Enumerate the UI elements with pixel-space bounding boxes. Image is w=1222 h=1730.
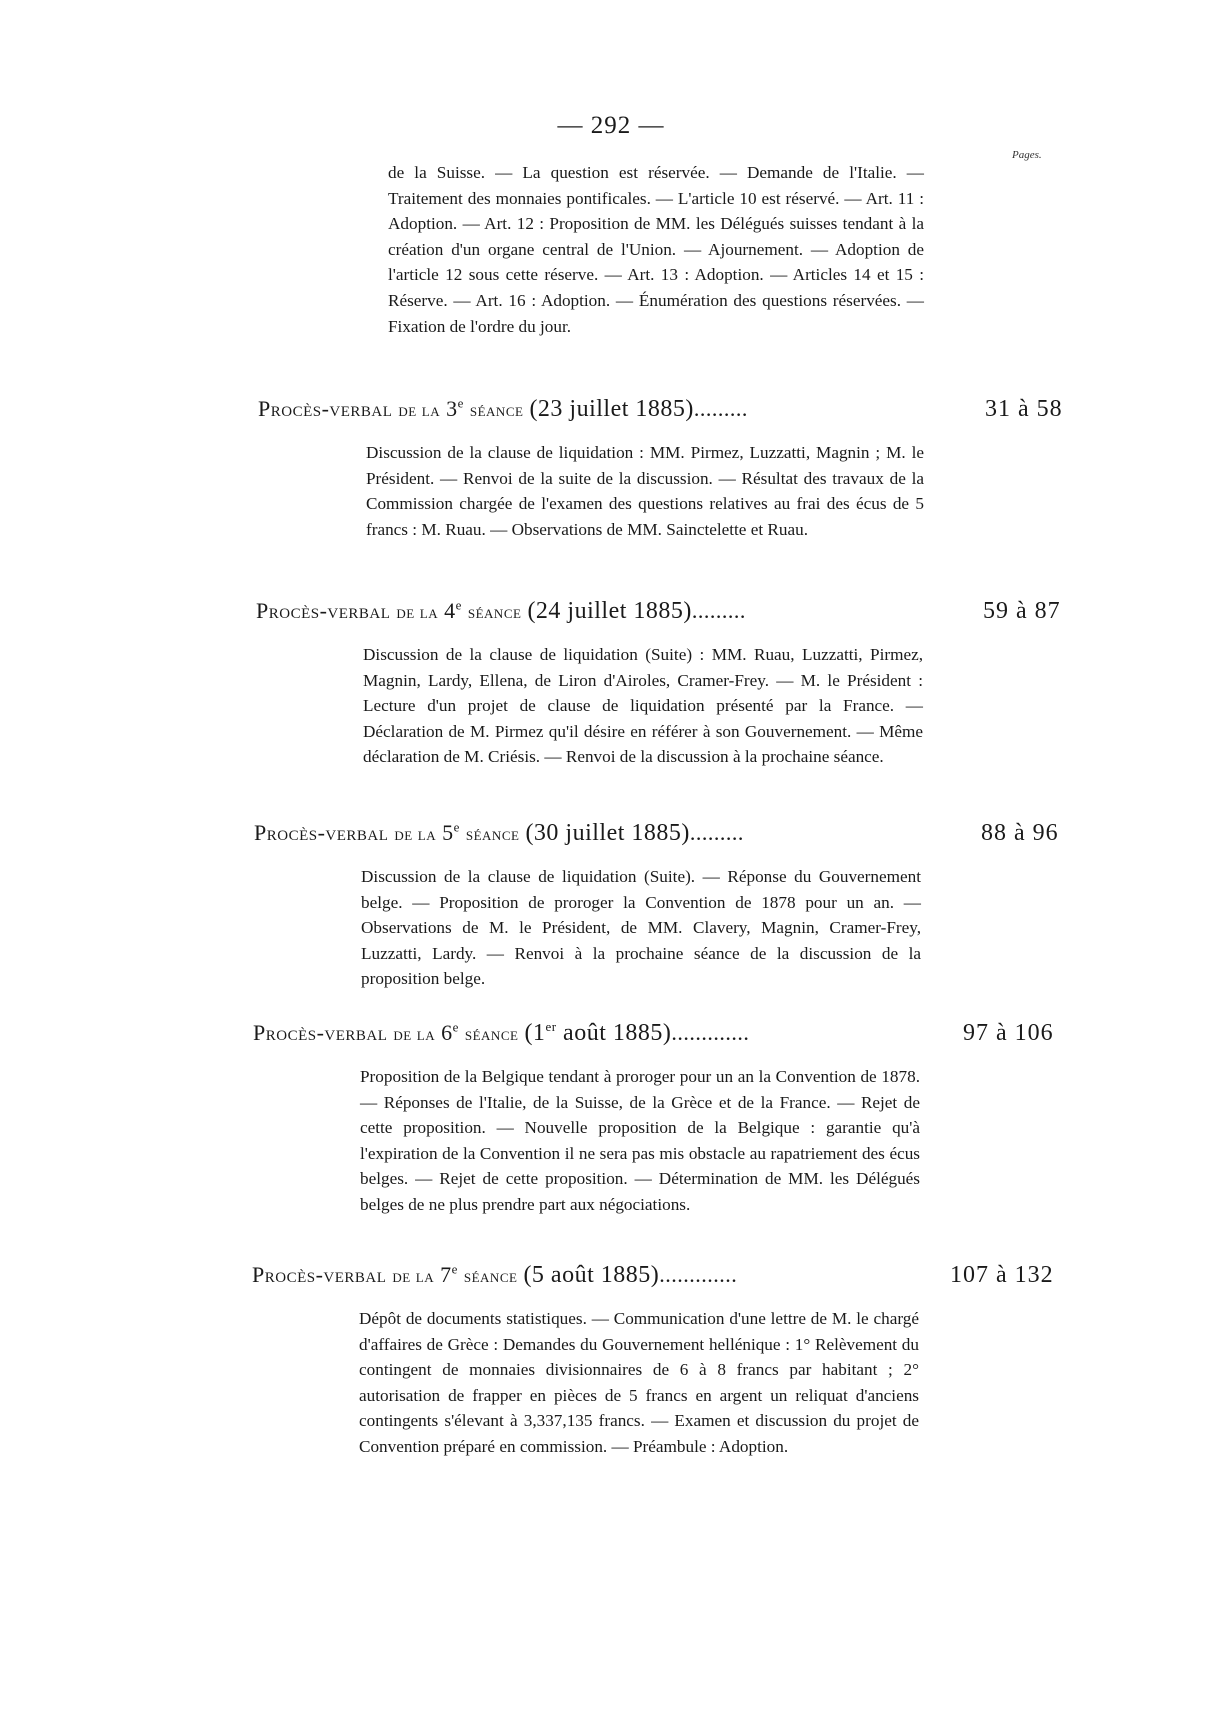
entry-summary: Discussion de la clause de liquidation (Suite) : MM. Ruau, Luzzatti, Pirmez, Magnin, Lardy, Ellena, de Liron d'Airoles, Cramer-Frey. — M. le Président : Lecture d'un projet de clause de liquidation présenté par la France. — Déclaration de M. Pirmez qu'il désire en référer à son Gouvernement. — Même déclaration de M. Criésis. — Renvoi de la discussion à la prochaine séance. bbox=[363, 645, 923, 767]
entry-dot-leader: ......... bbox=[689, 820, 744, 845]
entry-de-la: de la bbox=[392, 1266, 435, 1286]
entry-heading bbox=[0, 1020, 1222, 1060]
entry-title bbox=[254, 820, 744, 847]
entry-title bbox=[258, 396, 748, 423]
entry-label: Procès-verbal bbox=[258, 396, 393, 421]
entry-date: (23 juillet 1885) bbox=[529, 396, 694, 422]
entry-dot-leader: ......... bbox=[691, 598, 746, 623]
entry-seance-ordinal: e bbox=[453, 819, 460, 835]
entry-seance-ordinal: e bbox=[452, 1019, 459, 1035]
entry-title bbox=[256, 598, 746, 625]
entry-date: (30 juillet 1885) bbox=[525, 820, 690, 846]
entry-summary: Dépôt de documents statistiques. — Communication d'une lettre de M. le chargé d'affaires de Grèce : Demandes du Gouvernement hellénique : 1° Relèvement du contingent de monnaies divisionnaires de 6 à 8 francs par habitant ; 2° autorisation de frapper en pièces de 5 francs en argent un reliquat d'anciens contingents s'élevant à 3,337,135 francs. — Examen et discussion du projet de Convention préparé en commission. — Préambule : Adoption. bbox=[359, 1309, 919, 1456]
entry-summary: Proposition de la Belgique tendant à proroger pour un an la Convention de 1878. — Réponses de l'Italie, de la Suisse, de la Grèce et de la France. — Rejet de cette proposition. — Nouvelle proposition de la Belgique : garantie qu'à l'expiration de la Convention il ne sera pas mis obstacle au rapatriement des écus belges. — Rejet de cette proposition. — Détermination de MM. les Délégués belges de ne plus prendre part aux négociations. bbox=[360, 1067, 920, 1214]
entry-heading bbox=[0, 396, 1222, 436]
entry-de-la: de la bbox=[394, 824, 437, 844]
entry-date: (1er août 1885) bbox=[524, 1019, 672, 1046]
entry-label: Procès-verbal bbox=[252, 1262, 387, 1287]
entry-seance-number: 7 bbox=[440, 1262, 452, 1287]
entry-page-range: 97 à 106 bbox=[963, 1020, 1054, 1046]
entry-seance-word: séance bbox=[467, 602, 522, 622]
entry-seance-number: 6 bbox=[441, 1020, 453, 1045]
entry-seance-ordinal: e bbox=[455, 597, 462, 613]
entry-de-la: de la bbox=[398, 400, 441, 420]
entry-seance-word: séance bbox=[469, 400, 524, 420]
entry-page-range: 31 à 58 bbox=[985, 396, 1063, 422]
entry-dot-leader: ............. bbox=[659, 1262, 738, 1287]
entry-de-la: de la bbox=[393, 1024, 436, 1044]
entry-seance-word: séance bbox=[463, 1266, 518, 1286]
entry-title bbox=[253, 1020, 749, 1047]
entry-summary: Discussion de la clause de liquidation (Suite). — Réponse du Gouvernement belge. — Proposition de proroger la Convention de 1878 pour un an. — Observations de M. le Président, de MM. Clavery, Magnin, Cramer-Frey, Luzzatti, Lardy. — Renvoi à la prochaine séance de la discussion de la proposition belge. bbox=[361, 867, 921, 989]
entry-seance-number: 5 bbox=[442, 820, 454, 845]
entry-seance-word: séance bbox=[464, 1024, 519, 1044]
entry-seance-number: 3 bbox=[446, 396, 458, 421]
entry-date: (5 août 1885) bbox=[523, 1262, 660, 1288]
page-number: — 292 — bbox=[557, 112, 665, 139]
continued-summary: de la Suisse. — La question est réservée. — Demande de l'Italie. — Traitement des monnaies pontificales. — L'article 10 est réservé. — Art. 11 : Adoption. — Art. 12 : Proposition de MM. les Délégués suisses tendant à la création d'un organe central de l'Union. — Ajournement. — Adoption de l'article 12 sous cette réserve. — Art. 13 : Adoption. — Articles 14 et 15 : Réserve. — Art. 16 : Adoption. — Énumération des questions réservées. — Fixation de l'ordre du jour. bbox=[388, 163, 924, 336]
entry-dot-leader: ............. bbox=[671, 1020, 750, 1045]
entry-heading bbox=[0, 598, 1222, 638]
pages-column-label: Pages. bbox=[1012, 149, 1042, 161]
entry-seance-ordinal: e bbox=[451, 1261, 458, 1277]
entry-page-range: 88 à 96 bbox=[981, 820, 1059, 846]
entry-summary: Discussion de la clause de liquidation : MM. Pirmez, Luzzatti, Magnin ; M. le Président. — Renvoi de la suite de la discussion. — Résultat des travaux de la Commission chargée de l'examen des questions relatives au frai des écus de 5 francs : M. Ruau. — Observations de MM. Sainctelette et Ruau. bbox=[366, 443, 924, 539]
entry-heading bbox=[0, 820, 1222, 860]
entry-dot-leader: ......... bbox=[693, 396, 748, 421]
entry-page-range: 107 à 132 bbox=[950, 1262, 1054, 1288]
entry-seance-word: séance bbox=[465, 824, 520, 844]
entry-label: Procès-verbal bbox=[253, 1020, 388, 1045]
entry-label: Procès-verbal bbox=[256, 598, 391, 623]
entry-date: (24 juillet 1885) bbox=[527, 598, 692, 624]
entry-title bbox=[252, 1262, 737, 1289]
entry-seance-number: 4 bbox=[444, 598, 456, 623]
entry-label: Procès-verbal bbox=[254, 820, 389, 845]
entry-de-la: de la bbox=[396, 602, 439, 622]
entry-page-range: 59 à 87 bbox=[983, 598, 1061, 624]
entry-heading bbox=[0, 1262, 1222, 1302]
entry-seance-ordinal: e bbox=[457, 395, 464, 411]
